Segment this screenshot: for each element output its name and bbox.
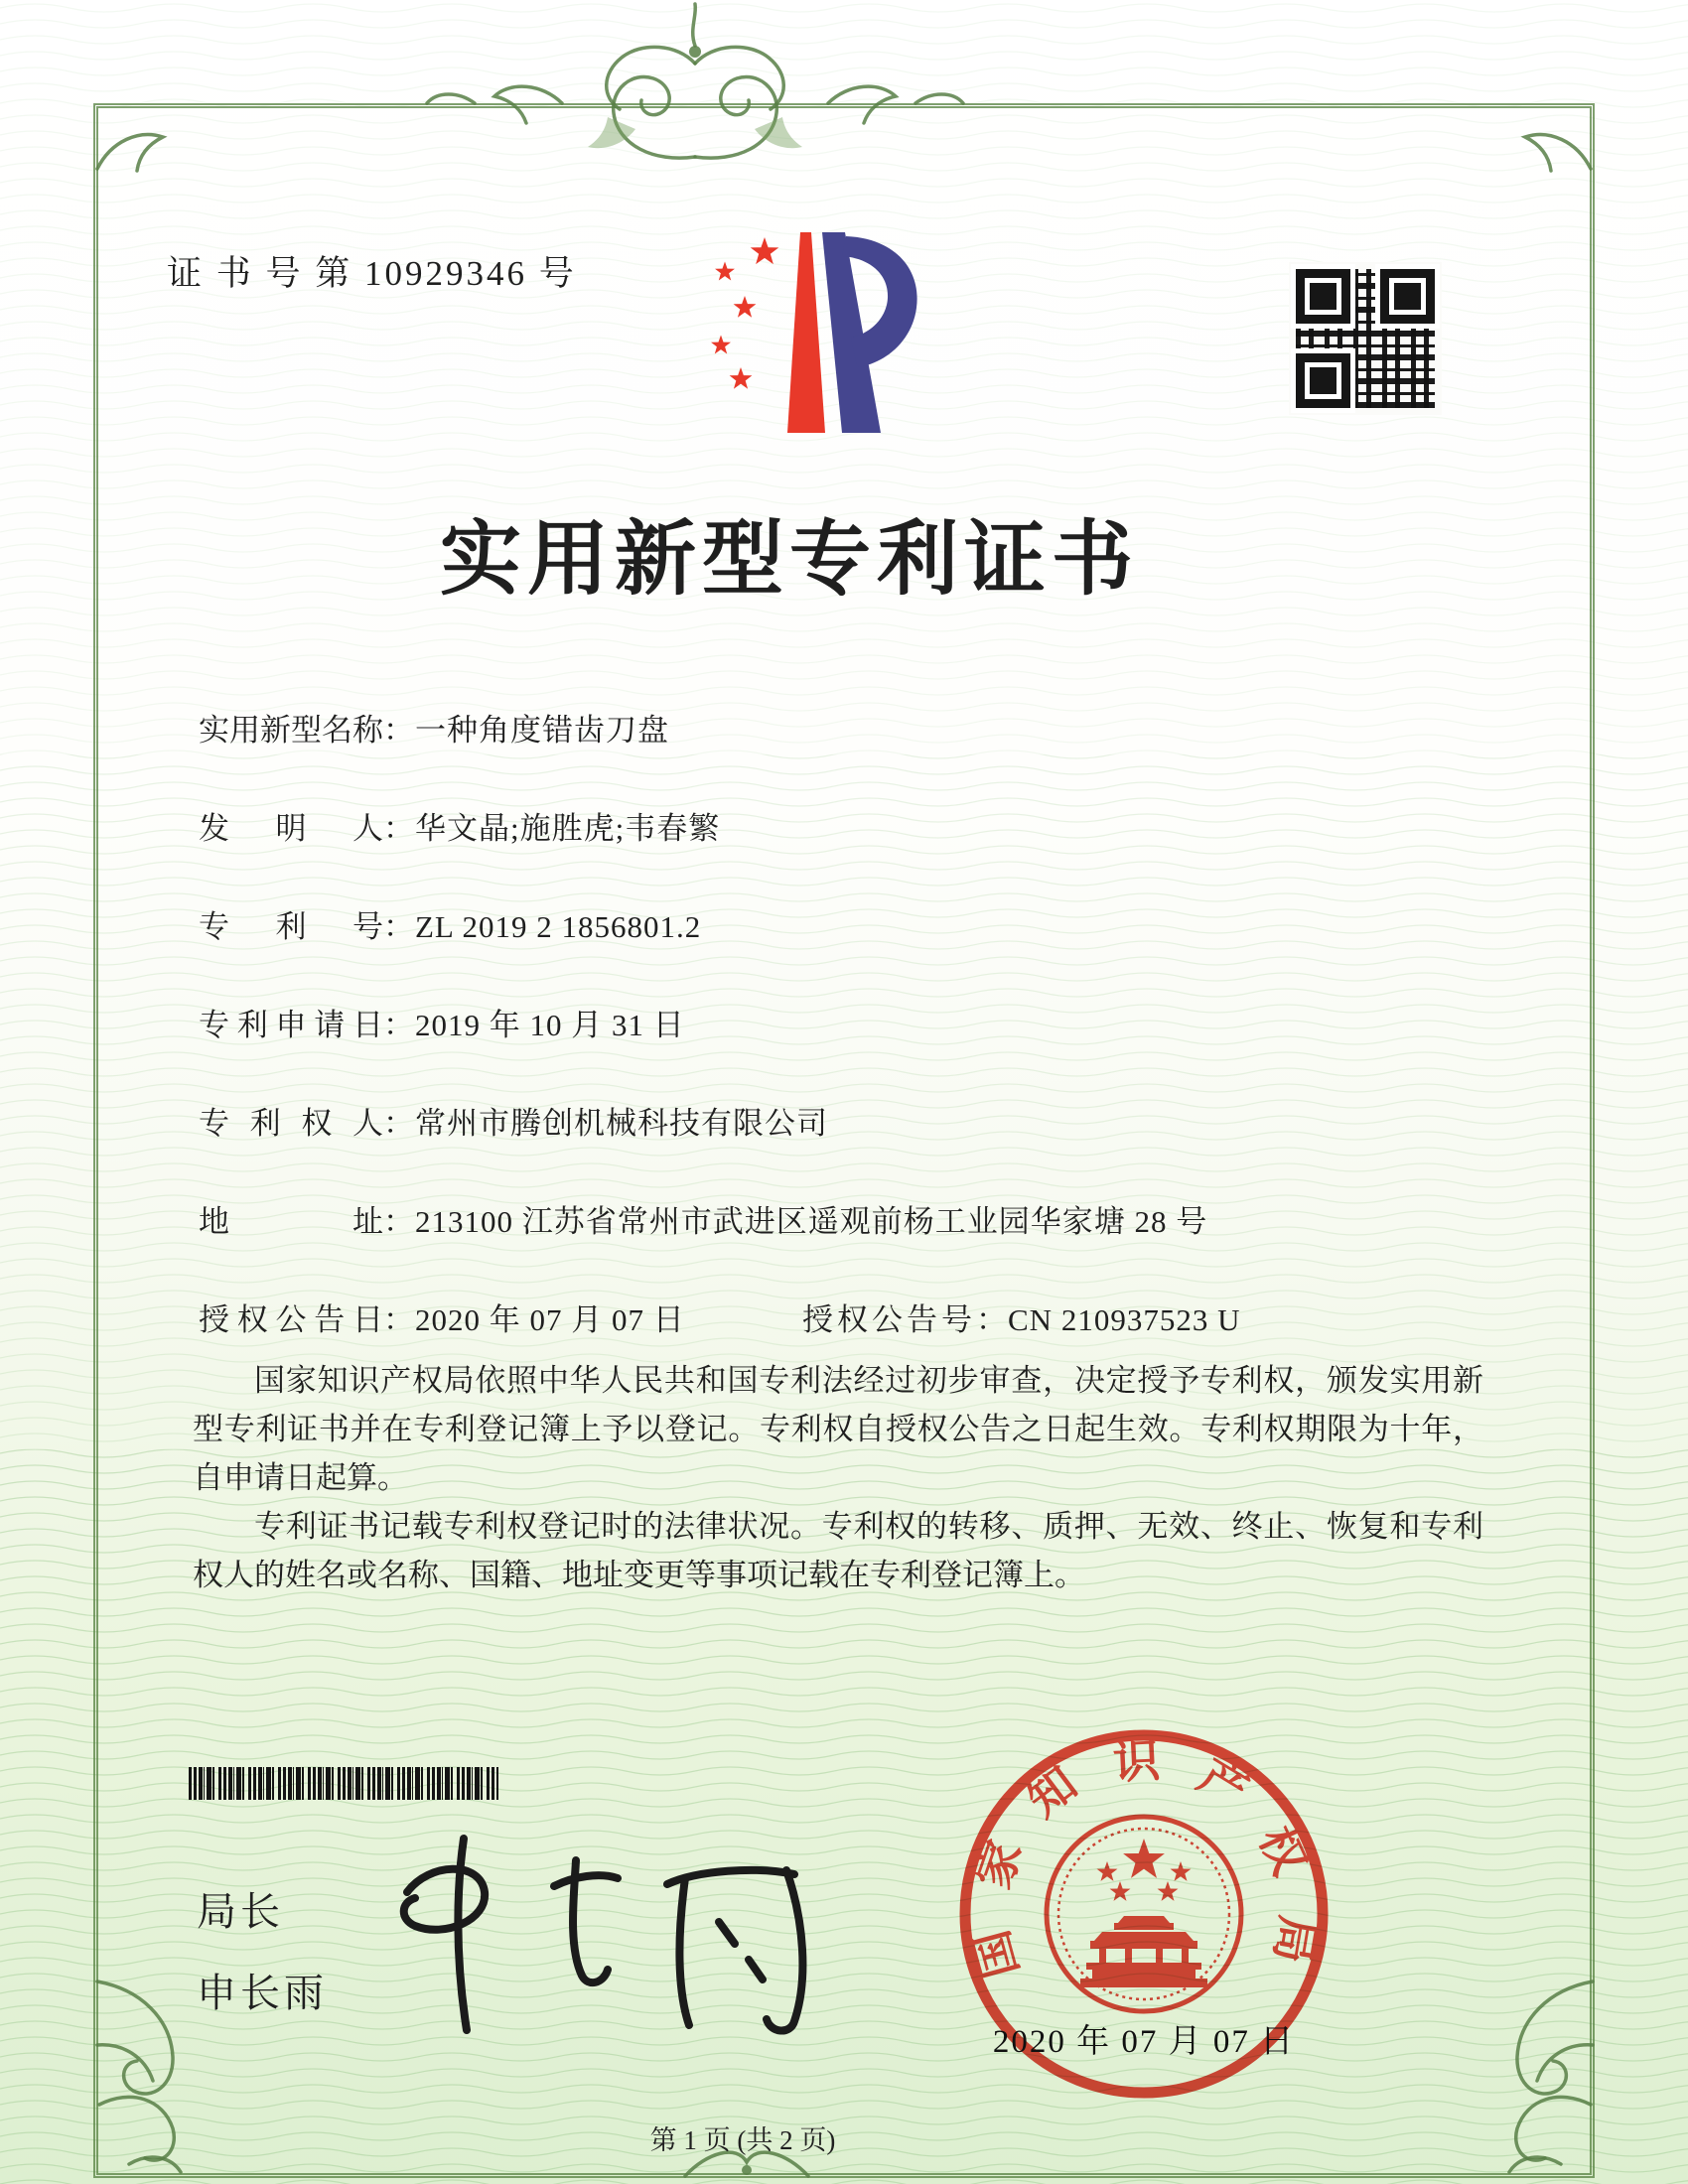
field-label: 授权公告号 [802, 1302, 976, 1337]
patent-office-logo-icon [685, 226, 928, 440]
certificate-fields [199, 705, 1501, 1393]
field-label: 专利权人 [199, 1106, 383, 1141]
field-colon: ： [383, 1302, 414, 1337]
field-label: 授权公告日 [199, 1302, 383, 1337]
field-colon: ： [383, 713, 414, 748]
field-value: 常州市腾创机械科技有限公司 [415, 1106, 828, 1141]
logo-stars [711, 237, 778, 389]
field-value: ZL 2019 2 1856801.2 [415, 909, 702, 944]
legal-paragraph-1: 国家知识产权局依照中华人民共和国专利法经过初步审查，决定授予专利权，颁发实用新型专利证书并在专利登记簿上予以登记。专利权自授权公告之日起生效。专利权期限为十年，自申请日起算。 [193, 1363, 1483, 1495]
director-title-label: 局长 [197, 1890, 284, 1934]
field-colon: ： [383, 1106, 414, 1141]
field-value: 2020 年 07 月 07 日 [415, 1302, 685, 1337]
field-row-inventors [199, 803, 1501, 901]
seal-date: 2020 年 07 月 07 日 [992, 2024, 1296, 2060]
barcode [189, 1767, 498, 1800]
field-colon: ： [383, 909, 414, 944]
field-grant-publication-number [802, 1295, 1240, 1339]
field-colon: ： [383, 811, 414, 846]
field-label: 专利申请日 [199, 1008, 383, 1042]
legal-text [193, 1356, 1483, 1599]
field-row-filing-date [199, 1000, 1501, 1098]
field-row-patentee [199, 1098, 1501, 1196]
director-signature-image [369, 1827, 826, 2035]
qr-code [1289, 262, 1442, 415]
field-value: 华文晶;施胜虎;韦春繁 [415, 811, 721, 846]
field-value: 一种角度错齿刀盘 [415, 713, 669, 748]
qr-finder-top-left [1296, 269, 1350, 324]
field-label: 专利号 [199, 909, 383, 944]
page-number-footer: 第 1 页 (共 2 页) [649, 2125, 836, 2155]
field-row-patent-number [199, 901, 1501, 1000]
field-value: 2019 年 10 月 31 日 [415, 1008, 685, 1042]
qr-finder-top-right [1380, 269, 1435, 324]
field-label: 发明人 [199, 811, 383, 846]
seal-national-emblem [1047, 1817, 1241, 2011]
field-row-address [199, 1196, 1501, 1295]
field-colon: ： [383, 1204, 414, 1239]
field-label: 实用新型名称 [199, 713, 383, 748]
field-value: 213100 江苏省常州市武进区遥观前杨工业园华家塘 28 号 [415, 1204, 1208, 1239]
logo-red-wedge [787, 232, 825, 433]
qr-finder-bottom-left [1296, 353, 1350, 408]
legal-paragraph-2: 专利证书记载专利权登记时的法律状况。专利权的转移、质押、无效、终止、恢复和专利权人的姓名或名称、国籍、地址变更等事项记载在专利登记簿上。 [193, 1509, 1483, 1592]
field-row-name [199, 705, 1501, 803]
field-value: CN 210937523 U [1008, 1302, 1241, 1337]
director-name-label: 申长雨 [197, 1972, 328, 2015]
certificate-number: 证 书 号 第 10929346 号 [167, 254, 577, 293]
seal-agency-text: 国家知识产权局 [966, 1735, 1324, 1983]
field-label: 地址 [199, 1204, 383, 1239]
certificate-title: 实用新型专利证书 [439, 514, 1139, 605]
field-colon: ： [976, 1302, 1007, 1337]
field-colon: ： [383, 1008, 414, 1042]
